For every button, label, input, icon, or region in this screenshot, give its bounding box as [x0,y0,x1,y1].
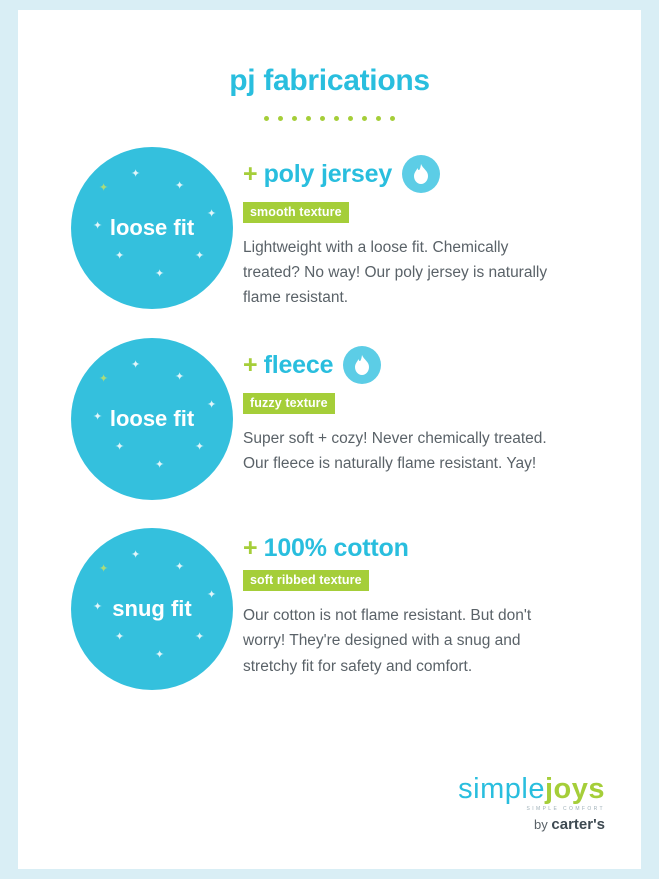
texture-tag: fuzzy texture [243,393,335,414]
divider-dot [292,116,297,121]
logo-joys-text: joys [544,773,605,805]
plus-icon: + [243,350,258,379]
divider-dot [376,116,381,121]
sparkle-icon: ✦ [93,411,103,424]
fabric-section [18,528,641,690]
plus-icon: + [243,159,258,188]
sparkle-icon: ✦ [93,220,103,232]
fabric-content [243,338,641,476]
sparkle-icon: ✦ [175,371,185,384]
fabric-heading: 100% cotton [263,534,409,563]
sparkle-icon: ✦ [195,441,205,454]
sparkle-icon: ✦ [115,250,125,262]
logo-tagline: SIMPLE COMFORT [526,806,605,812]
fit-circle-wrap [61,338,243,500]
fabric-description: Lightweight with a loose fit. Chemically treated? No way! Our poly jersey is naturally flame resistant. [243,239,548,307]
fit-circle [71,147,233,309]
brand-logo [458,775,605,833]
sparkle-icon: ✦ [207,208,217,220]
divider-dot [264,116,269,121]
fit-label: loose fit [109,215,195,240]
sparkle-icon: ✦ [175,561,185,574]
fit-circle [71,528,233,690]
sparkle-icon: ✦ [115,631,125,644]
divider-dot [348,116,353,121]
fabric-heading: fleece [263,350,334,379]
sparkle-icon: ✦ [155,268,165,280]
sparkle-icon: ✦ [115,441,125,454]
sparkle-icon: ✦ [155,459,165,472]
logo-by-text: by [534,817,552,832]
divider-dot [278,116,283,121]
fabric-heading-row [243,346,617,384]
fit-label: snug fit [112,596,192,622]
fabric-heading-row [243,536,617,561]
sparkle-icon: ✦ [131,549,141,562]
logo-byline [458,816,605,833]
fit-label: loose fit [109,406,195,432]
plus-icon: + [243,534,258,563]
divider-dot [362,116,367,121]
sparkle-icon: ✦ [195,631,205,644]
fabric-description: Our cotton is not flame resistant. But don't worry! They're designed with a snug and stretchy fit for safety and comfort. [243,607,532,675]
texture-tag: soft ribbed texture [243,570,369,591]
divider-dot [320,116,325,121]
fabric-sections [18,147,641,690]
logo-brand-text: carter's [551,816,605,833]
fabric-section [18,147,641,310]
flame-icon [343,346,381,384]
page-title: pj fabrications [229,64,430,97]
divider-dot [334,116,339,121]
fit-circle-wrap [61,528,243,690]
sparkle-icon: ✦ [99,563,109,576]
poster-card [18,10,641,869]
fabric-content [243,147,641,310]
sparkle-icon: ✦ [207,399,217,412]
sparkle-icon: ✦ [131,359,141,372]
logo-simple-text: simple [458,773,545,805]
fabric-heading-row [243,155,617,193]
fabric-content [243,528,641,678]
fabric-heading: poly jersey [263,159,393,188]
sparkle-icon: ✦ [207,589,217,602]
fit-circle-wrap [61,147,243,309]
sparkle-icon: ✦ [99,182,109,194]
flame-icon [402,155,440,193]
texture-tag: smooth texture [243,202,349,223]
logo-wordmark [458,775,605,804]
sparkle-icon: ✦ [131,168,141,180]
fabric-description: Super soft + cozy! Never chemically treated. Our fleece is naturally flame resistant. Yay! [243,430,547,473]
sparkle-icon: ✦ [93,601,103,614]
fabric-section [18,338,641,500]
sparkle-icon: ✦ [175,180,185,192]
divider-dot [306,116,311,121]
fit-circle [71,338,233,500]
sparkle-icon: ✦ [99,373,109,386]
sparkle-icon: ✦ [195,250,205,262]
dot-divider [18,116,641,121]
sparkle-icon: ✦ [155,649,165,662]
divider-dot [390,116,395,121]
